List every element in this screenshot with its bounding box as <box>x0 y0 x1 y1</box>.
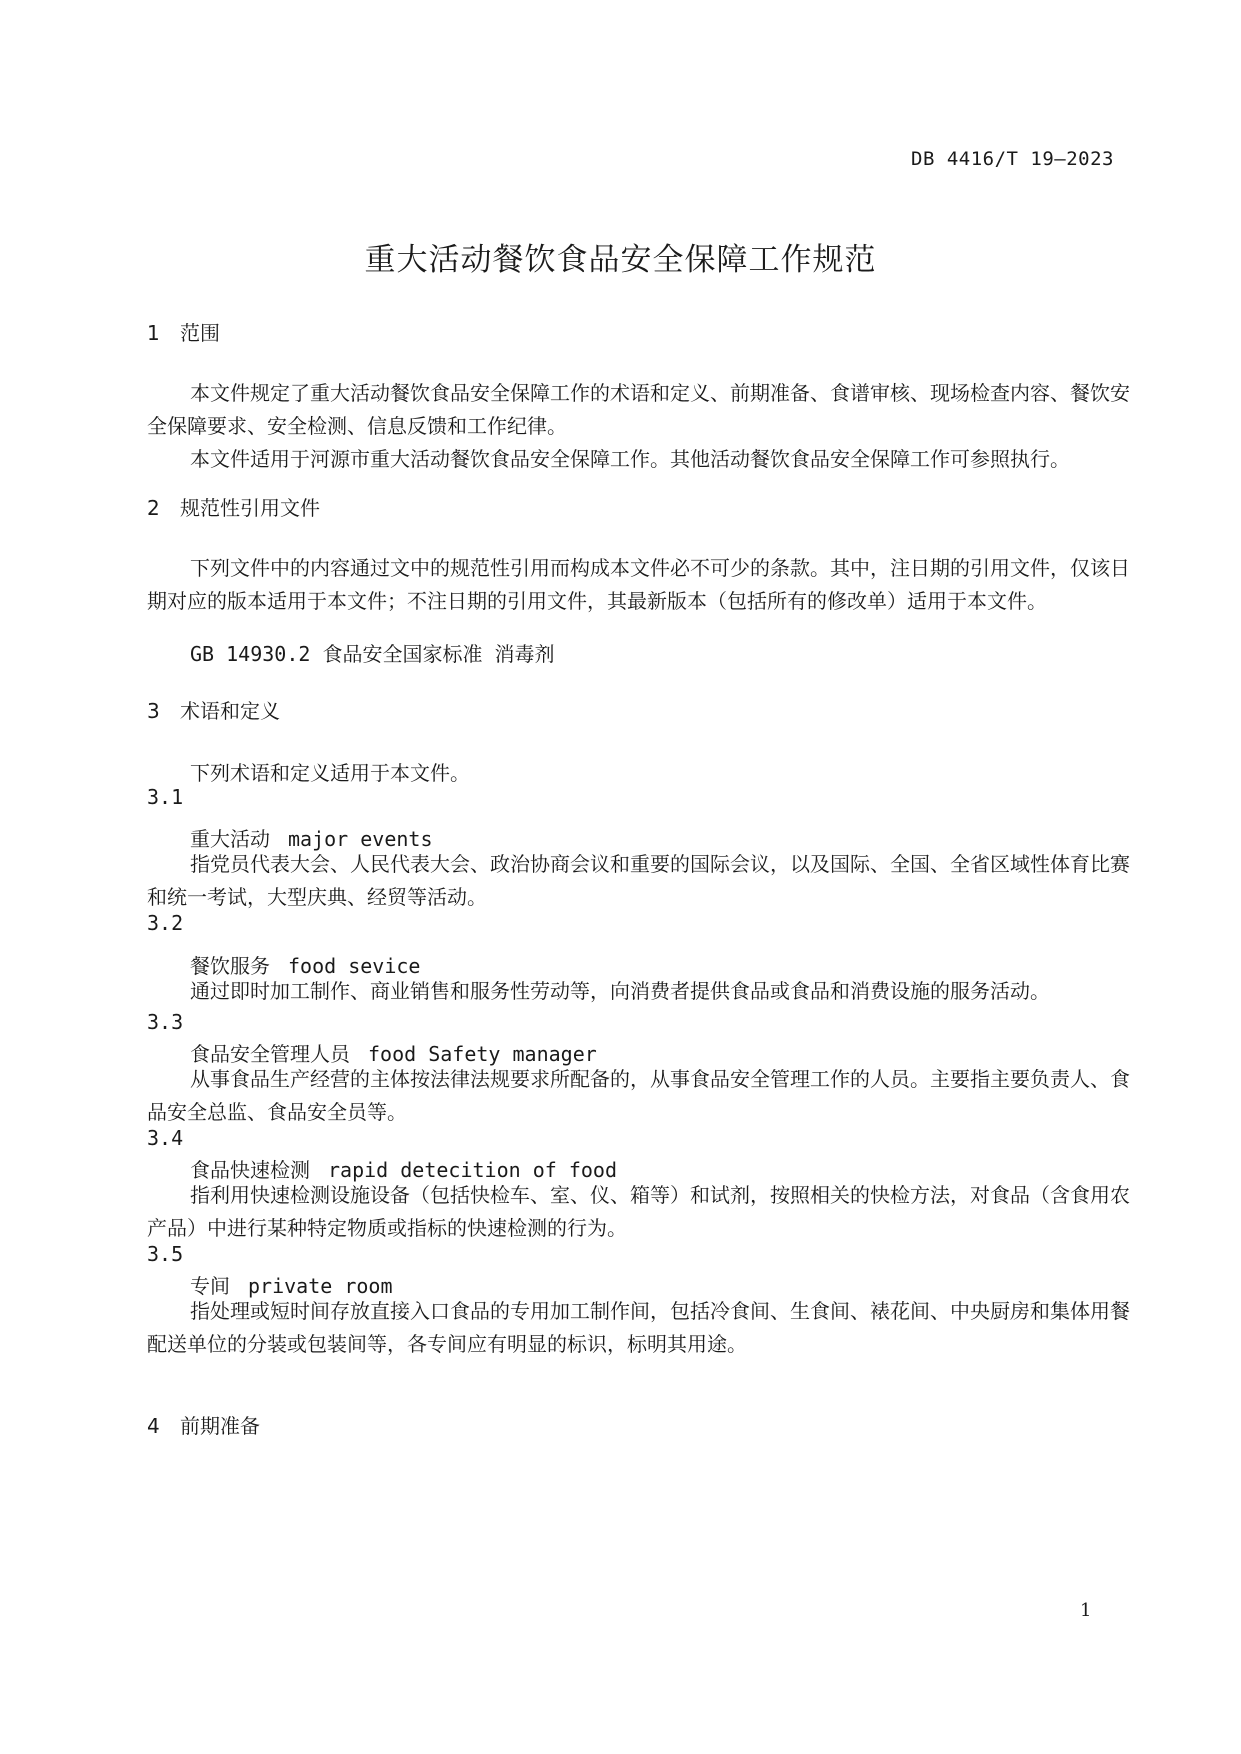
section-1-paragraph-1: 本文件规定了重大活动餐饮食品安全保障工作的术语和定义、前期准备、食谱审核、现场检查内容、餐饮安全保障要求、安全检测、信息反馈和工作纪律。 <box>147 381 1130 438</box>
section-title: 规范性引用文件 <box>180 496 320 520</box>
term-definition: 指党员代表大会、人民代表大会、政治协商会议和重要的国际会议，以及国际、全国、全省区域性体育比赛和统一考试，大型庆典、经贸等活动。 <box>147 852 1130 909</box>
section-2-heading <box>147 492 320 521</box>
section-1-heading <box>147 317 220 346</box>
section-number: 4 <box>147 1414 160 1438</box>
term-zh: 食品快速检测 <box>190 1158 310 1182</box>
section-3-intro: 下列术语和定义适用于本文件。 <box>190 761 470 785</box>
section-3-heading <box>147 695 280 724</box>
normative-reference: GB 14930.2 食品安全国家标准 消毒剂 <box>190 642 555 666</box>
term-number: 3.1 <box>147 785 184 809</box>
term-zh: 食品安全管理人员 <box>190 1042 350 1066</box>
document-title: 重大活动餐饮食品安全保障工作规范 <box>364 242 877 278</box>
section-number: 1 <box>147 321 160 345</box>
term-number: 3.5 <box>147 1242 184 1266</box>
term-definition: 指利用快速检测设施设备（包括快检车、室、仪、箱等）和试剂，按照相关的快检方法，对食品（含食用农产品）中进行某种特定物质或指标的快速检测的行为。 <box>147 1183 1130 1240</box>
term-en: food sevice <box>288 954 421 978</box>
standard-number: DB 4416/T 19—2023 <box>911 148 1114 170</box>
term-zh: 专间 <box>190 1274 230 1298</box>
term-en: private room <box>248 1274 393 1298</box>
term-zh: 餐饮服务 <box>190 954 270 978</box>
section-1-paragraph-2: 本文件适用于河源市重大活动餐饮食品安全保障工作。其他活动餐饮食品安全保障工作可参照执行。 <box>190 447 1070 471</box>
term-definition: 从事食品生产经营的主体按法律法规要求所配备的，从事食品安全管理工作的人员。主要指主要负责人、食品安全总监、食品安全员等。 <box>147 1067 1130 1124</box>
page-number: 1 <box>1080 1600 1092 1621</box>
term-number: 3.4 <box>147 1126 184 1150</box>
term-definition: 指处理或短时间存放直接入口食品的专用加工制作间，包括冷食间、生食间、裱花间、中央厨房和集体用餐配送单位的分装或包装间等，各专间应有明显的标识，标明其用途。 <box>147 1299 1130 1356</box>
section-number: 2 <box>147 496 160 520</box>
section-title: 范围 <box>180 321 220 345</box>
section-title: 前期准备 <box>180 1414 260 1438</box>
term-en: rapid detecition of food <box>328 1158 617 1182</box>
section-title: 术语和定义 <box>180 699 280 723</box>
term-number: 3.2 <box>147 911 184 935</box>
section-2-paragraph-1: 下列文件中的内容通过文中的规范性引用而构成本文件必不可少的条款。其中，注日期的引用文件，仅该日期对应的版本适用于本文件；不注日期的引用文件，其最新版本（包括所有的修改单）适用于本文件。 <box>147 556 1130 613</box>
term-zh: 重大活动 <box>190 827 270 851</box>
term-en: major events <box>288 827 433 851</box>
term-number: 3.3 <box>147 1010 184 1034</box>
term-definition: 通过即时加工制作、商业销售和服务性劳动等，向消费者提供食品或食品和消费设施的服务活动。 <box>190 979 1050 1003</box>
section-number: 3 <box>147 699 160 723</box>
section-4-heading <box>147 1410 260 1439</box>
term-en: food Safety manager <box>368 1042 597 1066</box>
